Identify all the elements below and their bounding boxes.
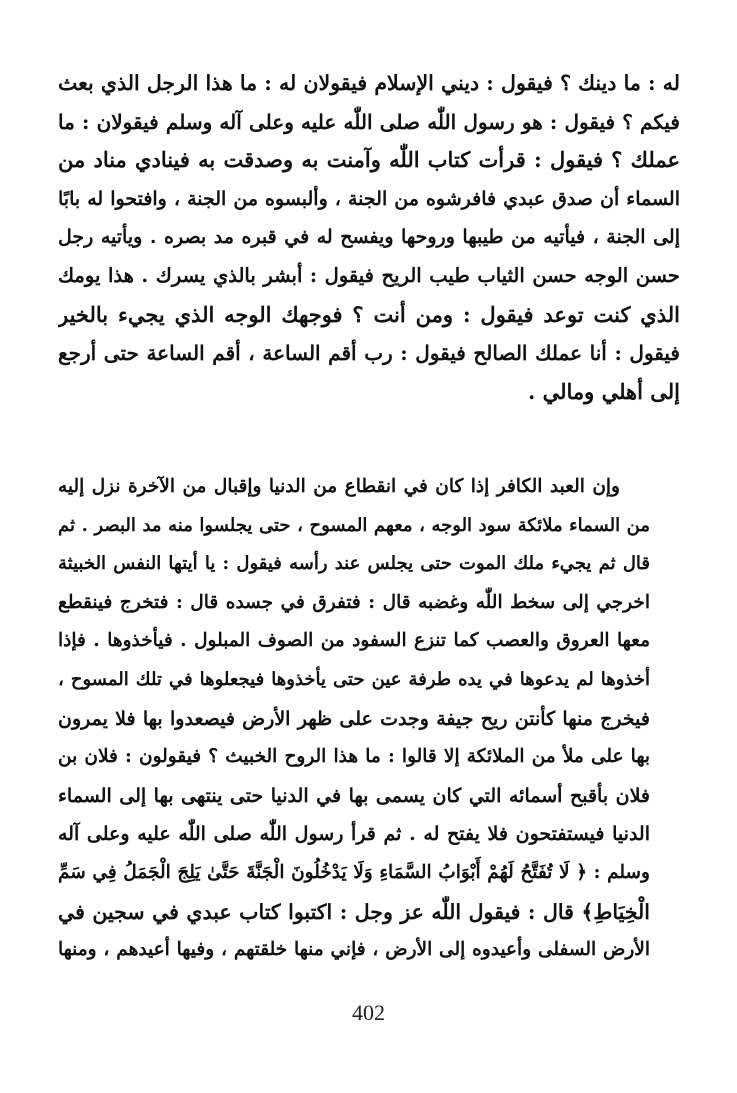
page-number: 402: [352, 1000, 385, 1025]
text-line: فيقول : أنا عملك الصالح فيقول : رب أقم الساعة ، أقم الساعة حتى أرجع: [58, 341, 680, 366]
text-line: له : ما دينك ؟ فيقول : ديني الإسلام فيقولان له : ما هذا الرجل الذي بعث: [58, 71, 680, 95]
text-line: الأرض السفلى وأعيدوه إلى الأرض ، فإني منها خلقتهم ، وفيها أعيدهم ، ومنها: [58, 939, 650, 961]
text-line: فلان بأقبح أسمائه التي كان يسمى بها في الدنيا حتى ينتهى بها إلى السماء: [58, 784, 650, 807]
text-line: حسن الوجه حسن الثياب طيب الريح فيقول : أبشر بالذي يسرك . هذا يومك: [58, 263, 680, 287]
text-line: وسلم : ﴿ لَا تُفَتَّحُ لَهُمْ أَبْوَابُ السَّمَاءِ وَلَا يَدْخُلُونَ الْجَنَّةَ حَتَّىٰ يَلِجَ الْجَمَلُ فِي سَمِّ: [58, 861, 650, 883]
text-line: فيكم ؟ فيقول : هو رسول اللّٰه صلى اللّٰه عليه وعلى آله وسلم فيقولان : ما: [58, 109, 680, 134]
text-line: الدنيا فيستفتحون فلا يفتح له . ثم قرأ رسول اللّٰه صلى اللّٰه عليه وعلى آله: [58, 823, 650, 846]
text-line: من السماء ملائكة سود الوجه ، معهم المسوح ، حتى يجلسوا منه مد البصر . ثم: [58, 514, 650, 536]
paragraph-2: [58, 468, 680, 970]
text-line: إلى أهلي ومالي .: [527, 378, 680, 404]
text-line: الذي كنت توعد فيقول : ومن أنت ؟ فوجهك الوجه الذي يجيء بالخير: [58, 301, 680, 327]
text-line: السماء أن صدق عبدي فافرشوه من الجنة ، وألبسوه من الجنة ، وافتحوا له بابًا: [58, 187, 680, 210]
text-line: معها العروق والعصب كما تنزع السفود من الصوف المبلول . فيأخذوها . فإذا: [58, 630, 650, 652]
text-line: اخرجي إلى سخط اللّٰه وغضبه قال : فتفرق في جسده قال : فتخرج فينقطع: [58, 591, 650, 613]
text-line: فيخرج منها كأنتن ريح جيفة وجدت على ظهر الأرض فيصعدوا بها فلا يمرون: [58, 707, 650, 730]
text-line: وإن العبد الكافر إذا كان في انقطاع من الدنيا وإقبال من الآخرة نزل إليه: [58, 476, 620, 497]
text-line: عملك ؟ فيقول : قرأت كتاب اللّٰه وآمنت به وصدقت به فينادي مناد من: [58, 147, 680, 173]
text-line: قال ثم يجيء ملك الموت حتى يجلس عند رأسه فيقول : يا أيتها النفس الخبيثة: [58, 553, 650, 575]
paragraph-1: [58, 64, 680, 411]
text-line: بها على ملأ من الملائكة إلا قالوا : ما هذا الروح الخبيث ؟ فيقولون : فلان بن: [58, 746, 650, 768]
text-line: إلى الجنة ، فيأتيه من طيبها وروحها ويفسح له في قبره مد بصره . ويأتيه رجل: [58, 226, 680, 249]
text-line: الْخِيَاطِ﴾ قال : فيقول اللّٰه عز وجل : اكتبوا كتاب عبدي في سجين في: [58, 899, 650, 924]
text-line: أخذوها لم يدعوها في يده طرفة عين حتى يأخذوها فيجعلوها في تلك المسوح ،: [58, 668, 650, 690]
